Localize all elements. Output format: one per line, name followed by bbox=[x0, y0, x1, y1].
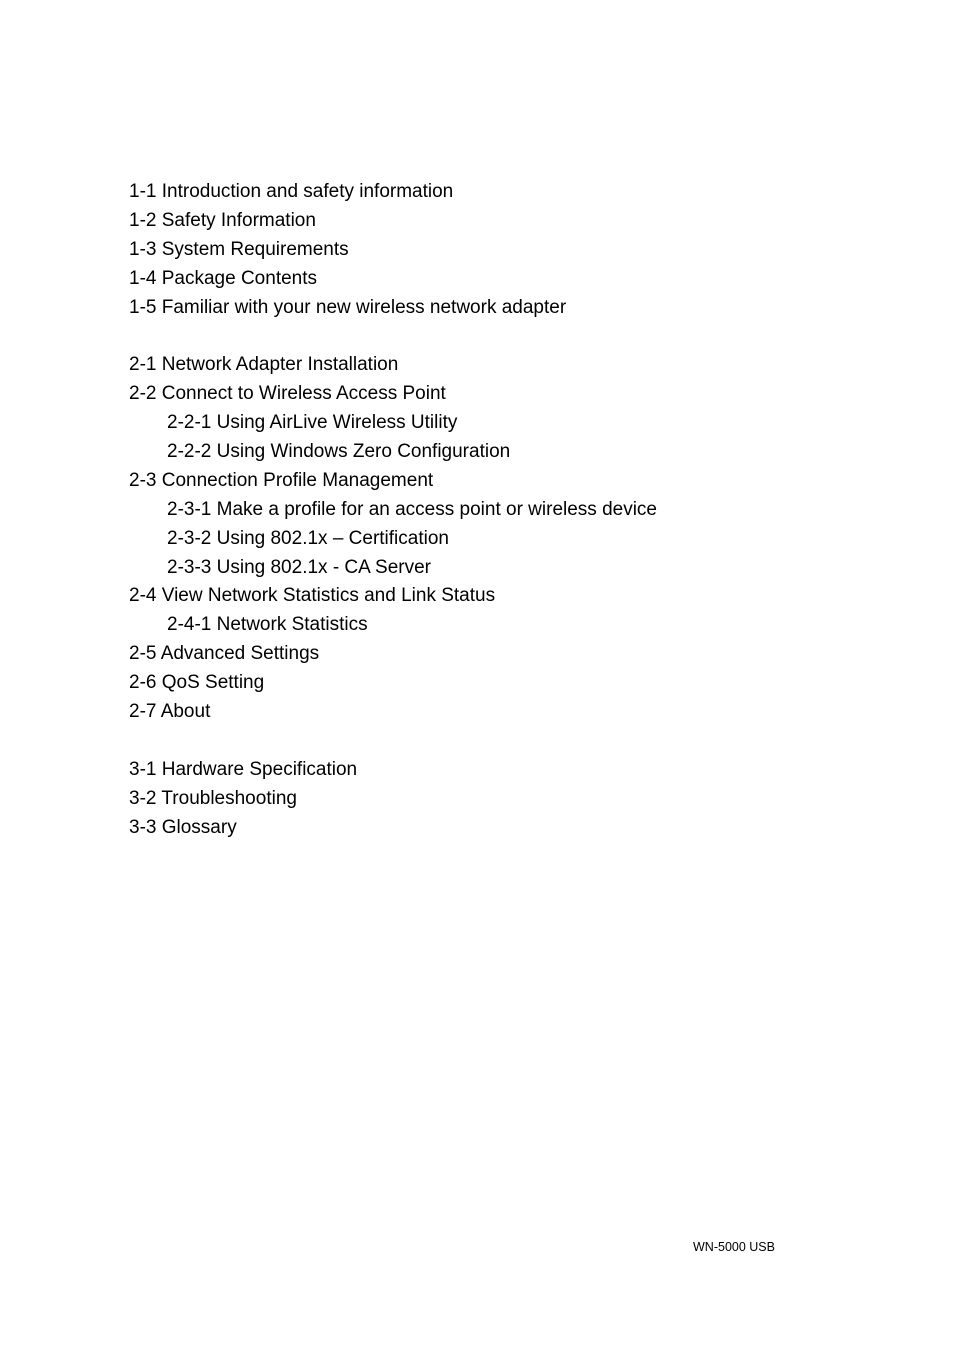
toc-entry[interactable]: 3-1 Hardware Specification bbox=[129, 758, 358, 780]
toc-chapter-2 bbox=[129, 351, 829, 727]
toc-subentry[interactable]: 2-3-3 Using 802.1x - CA Server bbox=[167, 556, 432, 578]
toc-entry[interactable]: 2-7 About bbox=[129, 701, 211, 723]
toc-subentry[interactable]: 2-3-2 Using 802.1x – Certification bbox=[167, 527, 449, 549]
toc-entry[interactable]: 1-1 Introduction and safety information bbox=[129, 181, 454, 202]
toc-entry[interactable]: 3-3 Glossary bbox=[129, 816, 237, 838]
toc-entry[interactable]: 1-2 Safety Information bbox=[129, 209, 316, 231]
toc-chapter-3 bbox=[129, 756, 829, 843]
toc-entry[interactable]: 2-4 View Network Statistics and Link Status bbox=[129, 585, 496, 607]
toc-subentry[interactable]: 2-2-2 Using Windows Zero Configuration bbox=[167, 441, 511, 463]
toc-entry[interactable]: 2-1 Network Adapter Installation bbox=[129, 354, 399, 376]
toc-subentry[interactable]: 2-4-1 Network Statistics bbox=[167, 614, 368, 636]
toc-entry[interactable]: 2-5 Advanced Settings bbox=[129, 643, 320, 665]
toc-entry[interactable]: 1-3 System Requirements bbox=[129, 238, 349, 260]
toc-entry[interactable]: 1-5 Familiar with your new wireless network adapter bbox=[129, 296, 567, 318]
toc-subentry[interactable]: 2-2-1 Using AirLive Wireless Utility bbox=[167, 412, 458, 434]
toc-entry[interactable]: 3-2 Troubleshooting bbox=[129, 787, 297, 809]
toc-entry[interactable]: 1-4 Package Contents bbox=[129, 267, 318, 289]
toc-entry[interactable]: 2-6 QoS Setting bbox=[129, 672, 265, 694]
toc-subentry[interactable]: 2-3-1 Make a profile for an access point or wireless device bbox=[167, 498, 658, 520]
toc-entry[interactable]: 2-2 Connect to Wireless Access Point bbox=[129, 383, 446, 405]
toc-chapter-1 bbox=[129, 178, 829, 322]
page-footer-model: WN-5000 USB bbox=[693, 1240, 775, 1254]
table-of-contents bbox=[129, 178, 829, 842]
toc-entry[interactable]: 2-3 Connection Profile Management bbox=[129, 469, 434, 491]
